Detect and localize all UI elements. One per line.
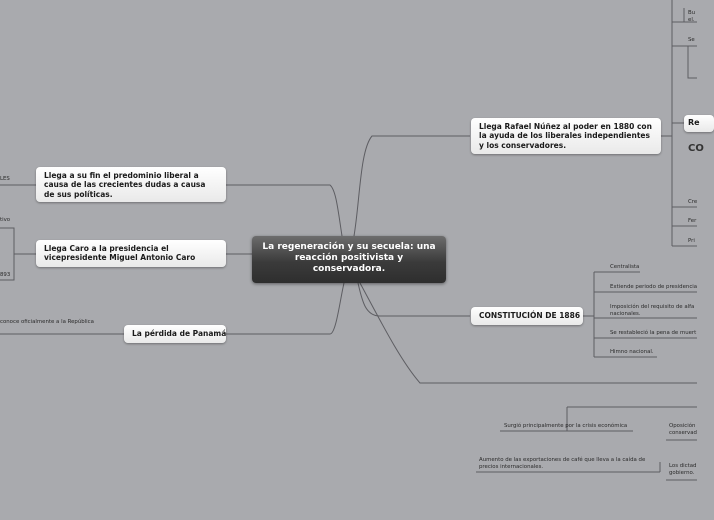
leaf-pena-de-muerte[interactable]: Se restableció la pena de muert: [610, 330, 697, 336]
edge-text-republica: conoce oficialmente a la República: [0, 319, 94, 325]
node-caro[interactable]: Llega Caro a la presidencia el vicepresidente Miguel Antonio Caro: [36, 240, 226, 267]
edge-text-se: Se: [688, 37, 695, 43]
edge-text-cre: Cre: [688, 199, 698, 205]
node-constitucion[interactable]: CONSTITUCIÓN DE 1886: [471, 307, 583, 325]
edge-text-co: CO: [688, 143, 704, 154]
leaf-dictaduras[interactable]: Los dictad gobierno.: [669, 463, 697, 477]
edge-text-893: 893: [0, 272, 11, 278]
leaf-crisis-economica[interactable]: Surgió principalmente por la crisis económica: [504, 423, 628, 429]
node-edge-re[interactable]: Re: [684, 115, 714, 132]
leaf-periodo-presidencia[interactable]: Extiende periodo de presidencia: [610, 284, 698, 290]
leaf-oposicion[interactable]: Oposición conservad: [669, 423, 697, 437]
edge-text-tivo: tivo: [0, 217, 11, 223]
edge-text-les: LES: [0, 176, 10, 182]
central-topic[interactable]: La regeneración y su secuela: una reacción positivista y conservadora.: [252, 236, 446, 283]
edge-text-pri: Pri: [688, 238, 695, 244]
leaf-exportaciones-cafe[interactable]: Aumento de las exportaciones de café que lleva a la caída de precios internacionales.: [479, 457, 646, 471]
edge-text-bu: Bu el.: [688, 10, 696, 24]
leaf-centralista[interactable]: Centralista: [610, 264, 640, 270]
node-panama[interactable]: La pérdida de Panamá: [124, 325, 226, 343]
edge-text-fer: Fer: [688, 218, 697, 224]
leaf-requisito-alfa[interactable]: Imposición del requisito de alfa nacionales.: [610, 304, 695, 318]
node-nunez[interactable]: Llega Rafael Núñez al poder en 1880 con la ayuda de los liberales independientes y los conservadores.: [471, 118, 661, 154]
node-predominio[interactable]: Llega a su fin el predominio liberal a causa de las crecientes dudas a causa de sus políticas.: [36, 167, 226, 202]
leaf-himno-nacional[interactable]: Himno nacional.: [610, 349, 654, 355]
